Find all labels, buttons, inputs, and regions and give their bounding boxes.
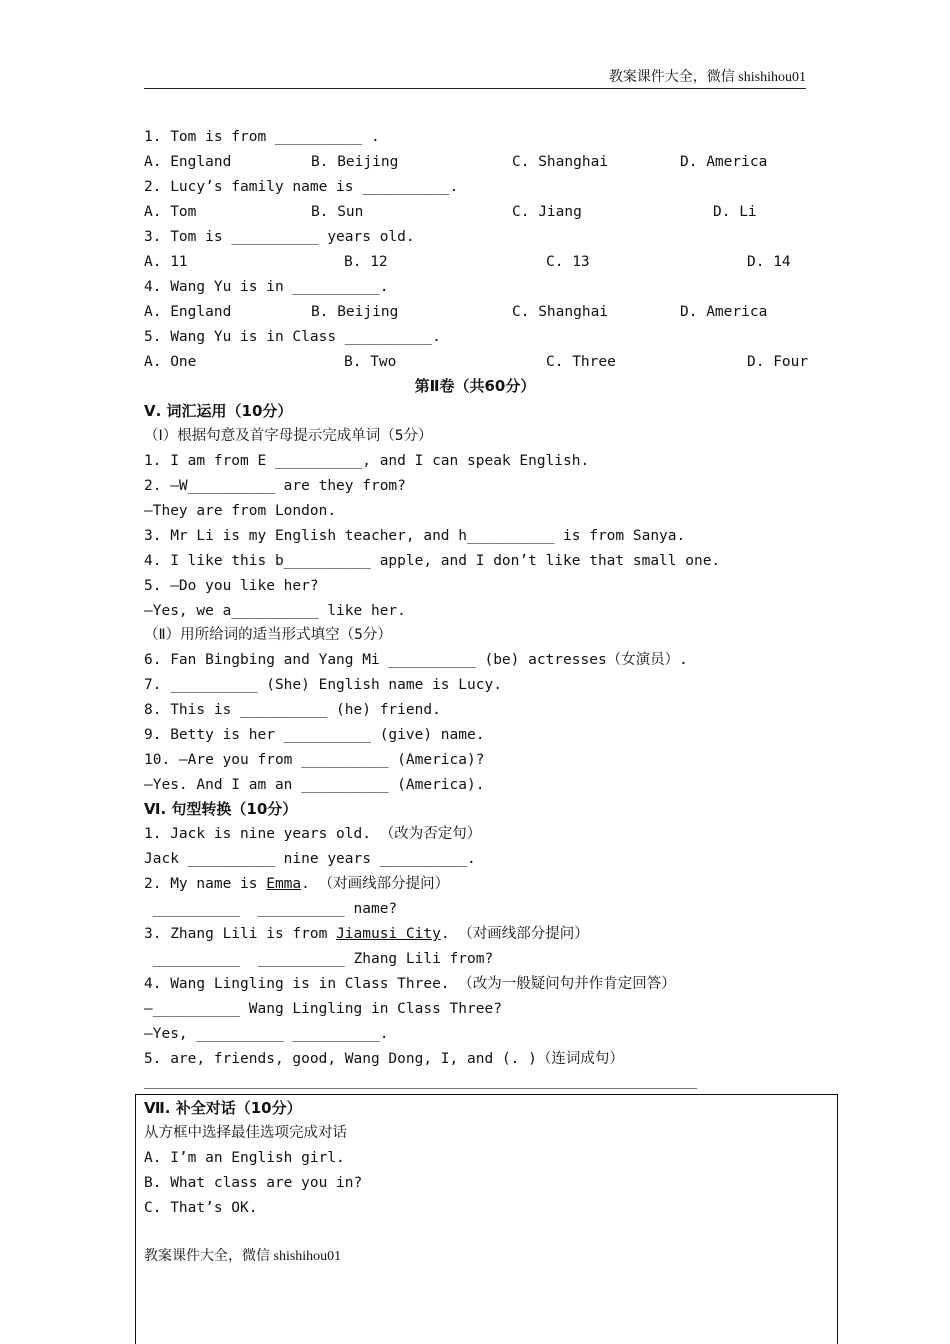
option-3c: C. 13 [546, 254, 590, 270]
vocab-line: 6. Fan Bingbing and Yang Mi __________ (be) actresses（女演员）. [144, 652, 688, 668]
option-1a: A. England [144, 154, 232, 170]
vocab-line: —Yes. And I am an __________ (America). [144, 777, 485, 793]
option-2d: D. Li [713, 204, 757, 220]
option-1b: B. Beijing [311, 154, 399, 170]
vocab-line: 9. Betty is her __________ (give) name. [144, 727, 485, 743]
option-5d: D. Four [747, 354, 809, 370]
transform-a1: Jack __________ nine years __________. [144, 851, 476, 867]
vocab-line: 3. Mr Li is my English teacher, and h__________ is from Sanya. [144, 528, 686, 544]
section-5-sub1: （Ⅰ）根据句意及首字母提示完成单词（5分） [144, 428, 433, 444]
transform-a4b: —Yes, __________ __________. [144, 1026, 389, 1042]
option-3d: D. 14 [747, 254, 791, 270]
vocab-line: 10. —Are you from __________ (America)? [144, 752, 485, 768]
question-4: 4. Wang Yu is in __________. [144, 279, 389, 295]
vocab-line: 7. __________ (She) English name is Lucy. [144, 677, 502, 693]
option-2a: A. Tom [144, 204, 197, 220]
q2-post: . （对画线部分提问） [301, 876, 450, 892]
q3-post: . （对画线部分提问） [440, 926, 589, 942]
vocab-line: 4. I like this b__________ apple, and I don’t like that small one. [144, 553, 721, 569]
option-5c: C. Three [546, 354, 616, 370]
option-4a: A. England [144, 304, 232, 320]
vocab-line: —Yes, we a__________ like her. [144, 603, 406, 619]
section-5-sub2: （Ⅱ）用所给词的适当形式填空（5分） [144, 627, 392, 643]
q3-underlined: Jiamusi City [336, 926, 441, 942]
option-4d: D. America [680, 304, 768, 320]
vocab-line: 1. I am from E __________, and I can speak English. [144, 453, 590, 469]
footer-watermark: 教案课件大全，微信 shishihou01 [144, 1249, 342, 1264]
option-5a: A. One [144, 354, 197, 370]
option-1d: D. America [680, 154, 768, 170]
part2-title: 第Ⅱ卷（共60分） [414, 377, 536, 395]
transform-q5: 5. are, friends, good, Wang Dong, I, and (. )（连词成句） [144, 1051, 624, 1067]
option-5b: B. Two [344, 354, 397, 370]
answer-line [144, 1088, 697, 1089]
question-1: 1. Tom is from __________ . [144, 129, 380, 145]
question-2: 2. Lucy’s family name is __________. [144, 179, 459, 195]
option-4c: C. Shanghai [512, 304, 609, 320]
option-1c: C. Shanghai [512, 154, 609, 170]
question-5: 5. Wang Yu is in Class __________. [144, 329, 441, 345]
option-3a: A. 11 [144, 254, 188, 270]
transform-q3 [144, 924, 589, 944]
dialogue-option: A. I’m an English girl. [144, 1150, 345, 1166]
transform-q2 [144, 874, 449, 894]
vocab-line: 5. —Do you like her? [144, 578, 319, 594]
q2-pre: 2. My name is [144, 876, 267, 892]
transform-a2: __________ __________ name? [144, 901, 398, 917]
q2-underlined: Emma [266, 876, 302, 892]
dialogue-option: B. What class are you in? [144, 1175, 363, 1191]
transform-q1: 1. Jack is nine years old. （改为否定句） [144, 826, 482, 842]
option-2c: C. Jiang [512, 204, 582, 220]
question-3: 3. Tom is __________ years old. [144, 229, 415, 245]
option-3b: B. 12 [344, 254, 388, 270]
section-6-title: Ⅵ. 句型转换（10分） [144, 800, 298, 818]
transform-a3: __________ __________ Zhang Lili from? [144, 951, 494, 967]
vocab-line: 8. This is __________ (he) friend. [144, 702, 441, 718]
page-header: 教案课件大全，微信 shishihou01 [144, 66, 806, 89]
option-4b: B. Beijing [311, 304, 399, 320]
dialogue-option: C. That’s OK. [144, 1200, 258, 1216]
vocab-line: 2. —W__________ are they from? [144, 478, 406, 494]
q3-pre: 3. Zhang Lili is from [144, 926, 337, 942]
option-2b: B. Sun [311, 204, 364, 220]
vocab-line: —They are from London. [144, 503, 337, 519]
dialogue-instruction: 从方框中选择最佳选项完成对话 [144, 1125, 347, 1141]
transform-q4: 4. Wang Lingling is in Class Three. （改为一般疑问句并作肯定回答） [144, 976, 676, 992]
section-7-title: Ⅶ. 补全对话（10分） [144, 1099, 302, 1117]
section-5-title: Ⅴ. 词汇运用（10分） [144, 402, 293, 420]
transform-a4a: —__________ Wang Lingling in Class Three? [144, 1001, 502, 1017]
